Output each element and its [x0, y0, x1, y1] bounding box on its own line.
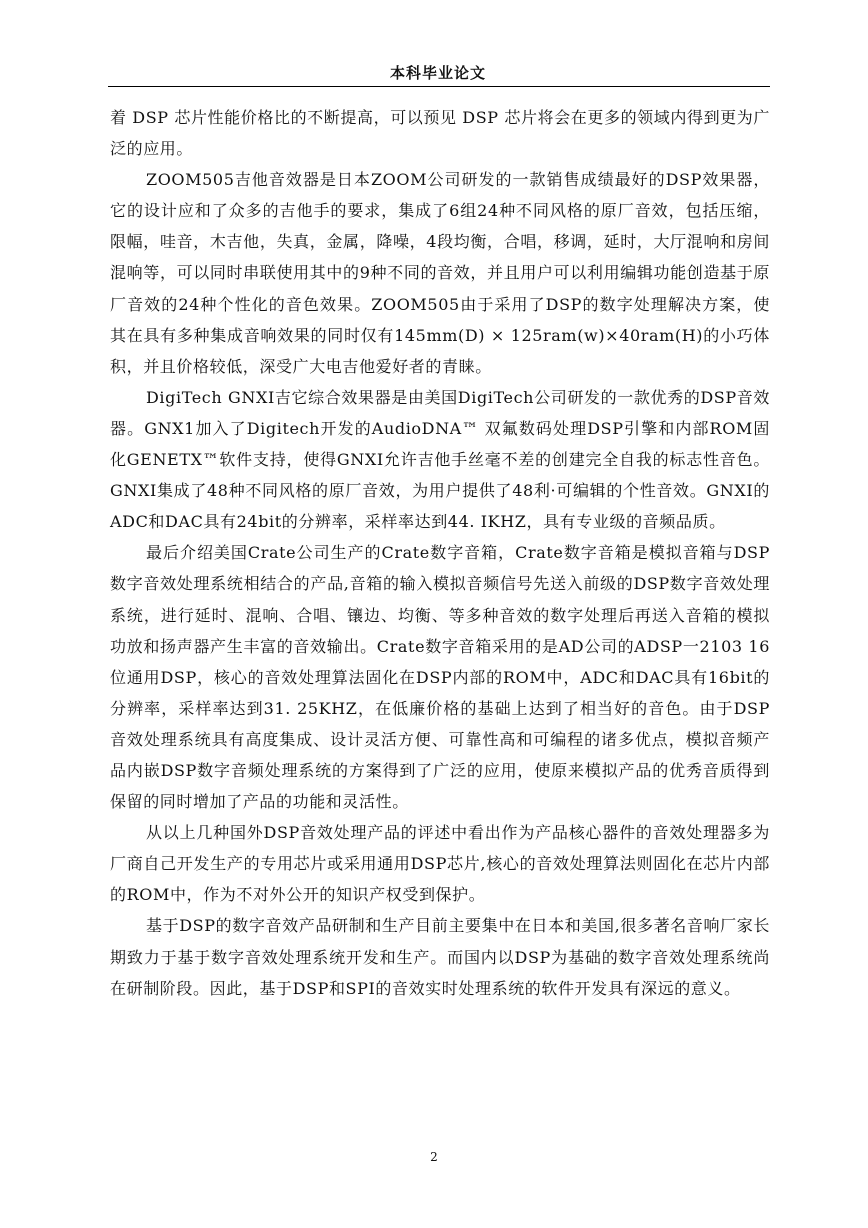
body-text — [110, 102, 770, 1004]
paragraph: DigiTech GNXI吉它综合效果器是由美国DigiTech公司研发的一款优秀的DSP音效器。GNX1加入了Digitech开发的AudioDNA™ 双氟数码处理DSP引擎和内部ROM固化GENETX™软件支持，使得GNXI允许吉他手丝毫不差的创建完全自我的标志性音色。GNXI集成了48种不同风格的原厂音效，为用户提供了48利·可编辑的个性音效。GNXI的ADC和DAC具有24bit的分辨率，采样率达到44. IKHZ，具有专业级的音频品质。 — [110, 387, 770, 532]
paragraph: 从以上几种国外DSP音效处理产品的评述中看出作为产品核心器件的音效处理器多为厂商自己开发生产的专用芯片或采用通用DSP芯片,核心的音效处理算法则固化在芯片内部的ROM中，作为不对外公开的知识产权受到保护。 — [110, 823, 770, 905]
paragraph: 最后介绍美国Crate公司生产的Crate数字音箱，Crate数字音箱是模拟音箱与DSP数字音效处理系统相结合的产品,音箱的输入模拟音频信号先送入前级的DSP数字音效处理系统，进行延时、混响、合唱、镶边、均衡、等多种音效的数字处理后再送入音箱的模拟功放和扬声器产生丰富的音效输出。Crate数字音箱采用的是AD公司的ADSP一2103 16位通用DSP，核心的音效处理算法固化在DSP内部的ROM中，ADC和DAC具有16bit的分辨率，采样率达到31. 25KHZ，在低廉价格的基础上达到了相当好的音色。由于DSP音效处理系统具有高度集成、设计灵活方便、可靠性高和可编程的诸多优点，模拟音频产品内嵌DSP数字音频处理系统的方案得到了广泛的应用，使原来模拟产品的优秀音质得到保留的同时增加了产品的功能和灵活性。 — [110, 543, 770, 812]
running-header: 本科毕业论文 — [389, 64, 486, 82]
page-number: 2 — [430, 1150, 438, 1164]
paragraph: 基于DSP的数字音效产品研制和生产目前主要集中在日本和美国,很多著名音响厂家长期致力于基于数字音效处理系统开发和生产。而国内以DSP为基础的数字音效处理系统尚在研制阶段。因此，基于DSP和SPI的音效实时处理系统的软件开发具有深远的意义。 — [110, 916, 770, 998]
header-rule — [108, 86, 770, 87]
paragraph: 着 DSP 芯片性能价格比的不断提高，可以预见 DSP 芯片将会在更多的领域内得到更为广泛的应用。 — [110, 108, 770, 159]
paragraph: ZOOM505吉他音效器是日本ZOOM公司研发的一款销售成绩最好的DSP效果器，它的设计应和了众多的吉他手的要求，集成了6组24种不同风格的原厂音效，包括压缩，限幅，哇音，木吉他，失真，金属，降噪，4段均衡，合唱，移调，延时，大厅混响和房间混响等，可以同时串联使用其中的9种不同的音效，并且用户可以利用编辑功能创造基于原厂音效的24种个性化的音色效果。ZOOM505由于采用了DSP的数字处理解决方案，使其在具有多种集成音响效果的同时仅有145mm(D) × 125ram(w)×40ram(H)的小巧体积，并且价格较低，深受广大电吉他爱好者的青睐。 — [110, 170, 770, 376]
